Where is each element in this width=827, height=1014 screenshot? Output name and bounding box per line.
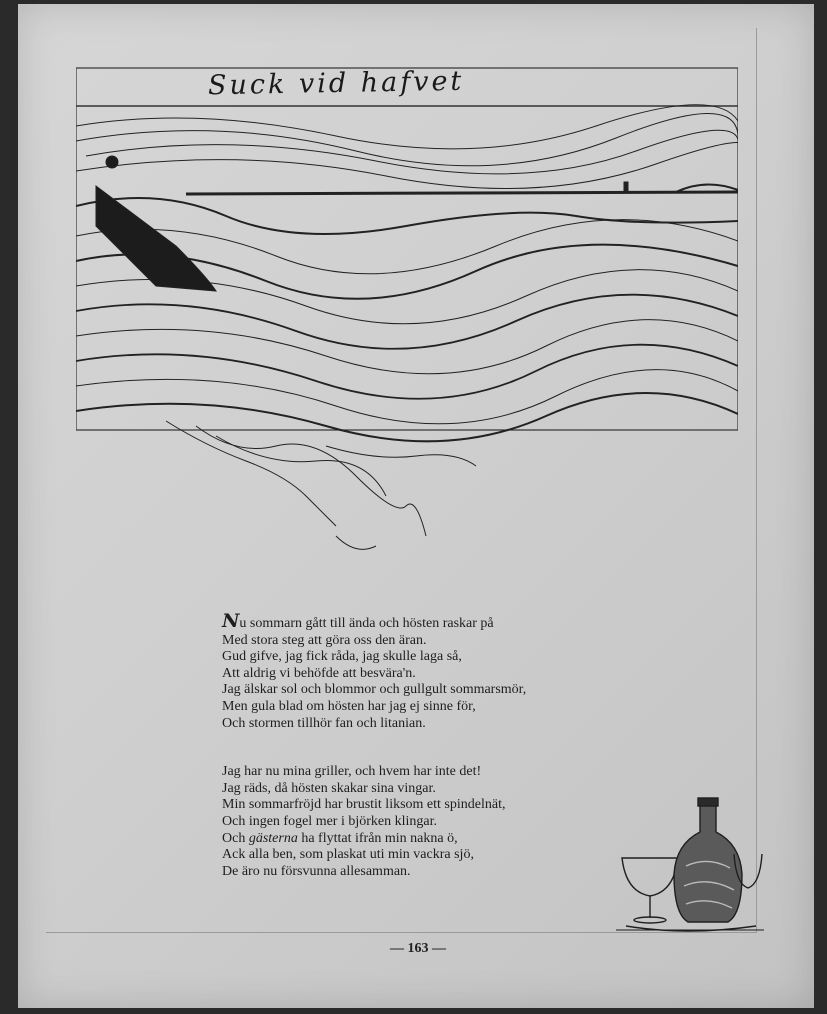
drop-cap: N [222,610,240,632]
poem [222,610,622,912]
italic-word: gästerna [248,830,298,846]
stanza-2 [222,764,622,880]
illustration-title: Suck vid hafvet [207,65,465,102]
poem-line: Gud gifve, jag fick råda, jag skulle laga så, [222,649,462,665]
poem-line: Nu sommarn gått till ända och hösten raskar på [222,610,494,632]
poem-line: Jag älskar sol och blommor och gullgult sommarsmör, [222,682,527,698]
poem-line: Att aldrig vi behöfde att besvära'n. [222,665,416,681]
poem-line: Jag räds, då hösten skakar sina vingar. [222,780,436,796]
poem-line: Min sommarfröjd har brustit liksom ett spindelnät, [222,797,506,813]
poem-line: Och gästerna ha flyttat ifrån min nakna ö, [222,830,458,846]
poem-line: Och stormen tillhör fan och litanian. [222,715,426,731]
seascape-illustration [76,66,738,566]
poem-line: Ack alla ben, som plaskat uti min vackra sjö, [222,847,474,863]
poem-line: Jag har nu mina griller, och hvem har inte det! [222,764,482,780]
book-page [18,4,814,1008]
poem-line: De äro nu försvunna allesamman. [222,863,411,879]
bottle-and-glass-icon [616,796,764,936]
poem-line: Med stora steg att göra oss den äran. [222,632,427,648]
stanza-1 [222,610,622,732]
poem-line: Och ingen fogel mer i björken klingar. [222,813,437,829]
page-number: — 163 — [390,941,446,956]
poem-line: Men gula blad om hösten har jag ej sinne för, [222,698,476,714]
